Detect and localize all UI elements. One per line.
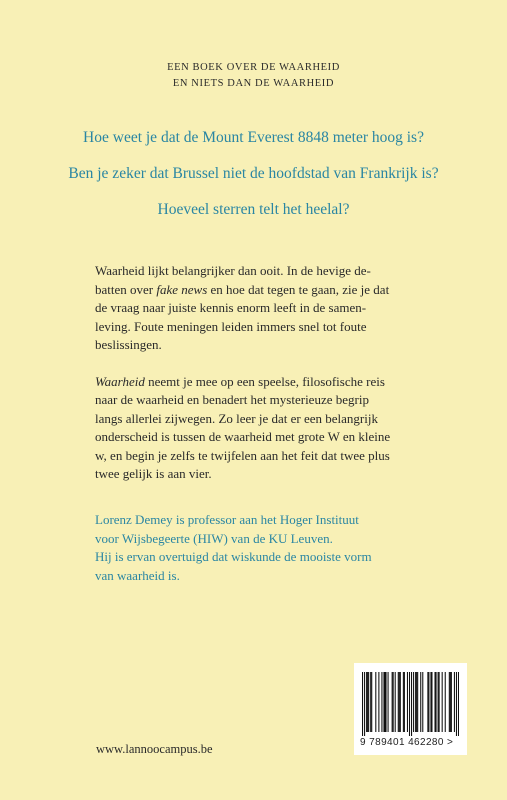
barcode-bar	[451, 672, 452, 732]
barcode-bar	[367, 672, 368, 732]
book-title-emphasis: Waarheid	[95, 373, 145, 389]
barcode-bar	[416, 672, 417, 732]
isbn-barcode	[354, 663, 467, 755]
blurb-line: de vraag naar juiste kennis enorm leeft in de samen-	[95, 300, 367, 315]
barcode-bars	[362, 672, 459, 736]
barcode-bar	[393, 672, 394, 732]
blurb-line: langs allerlei zijwegen. Zo leer je dat er een belangrijk	[95, 410, 378, 426]
tagline-line-2: EN NIETS DAN DE WAARHEID	[172, 78, 335, 89]
barcode-bar	[364, 672, 365, 736]
barcode-bar	[428, 672, 429, 732]
barcode-bar	[415, 672, 416, 732]
barcode-bar	[375, 672, 376, 732]
author-line: van waarheid is.	[95, 567, 180, 583]
question-1: Hoe weet je dat de Mount Everest 8848 meter hoog is?	[83, 129, 424, 146]
barcode-bar	[385, 672, 386, 732]
barcode-bar	[422, 672, 423, 732]
barcode-bar	[388, 672, 389, 732]
barcode-bar	[407, 672, 408, 732]
barcode-bar	[434, 672, 435, 732]
barcode-bar	[450, 672, 451, 732]
barcode-bar	[368, 672, 369, 732]
blurb-paragraph-1	[95, 262, 435, 355]
barcode-bar	[409, 672, 410, 736]
question-2: Ben je zeker dat Brussel niet de hoofdstad van Frankrijk is?	[68, 165, 439, 182]
barcode-bar	[439, 672, 440, 732]
blurb-text: en hoe dat tegen te gaan, zie je dat	[207, 281, 390, 297]
barcode-bar	[399, 672, 400, 732]
blurb-line	[95, 373, 435, 392]
barcode-bar	[383, 672, 384, 732]
barcode-bar	[381, 672, 382, 732]
barcode-bar	[398, 672, 399, 732]
blurb-line: beslissingen.	[95, 337, 162, 352]
author-line: voor Wijsbegeerte (HIW) van de KU Leuven.	[95, 530, 333, 546]
barcode-bar	[392, 672, 393, 732]
barcode-bar	[458, 672, 459, 736]
blurb-line: Waarheid lijkt belangrijker dan ooit. In de hevige de-	[95, 263, 371, 278]
fake-news-emphasis: fake news	[156, 281, 208, 297]
barcode-bar	[395, 672, 396, 732]
barcode-bar	[362, 672, 363, 736]
blurb-text: neemt je mee op een speelse, filosofische reis	[144, 373, 385, 389]
blurb	[95, 262, 435, 502]
barcode-bar	[449, 672, 450, 732]
barcode-bar	[411, 672, 412, 736]
barcode-bar	[370, 672, 371, 732]
barcode-bar	[445, 672, 446, 732]
publisher-website: www.lannoocampus.be	[96, 742, 213, 756]
barcode-bar	[430, 672, 431, 732]
barcode-bar	[417, 672, 418, 732]
barcode-bar	[438, 672, 439, 732]
author-line: Hij is ervan overtuigd dat wiskunde de mooiste vorm	[95, 549, 372, 564]
author-bio	[95, 511, 435, 585]
blurb-line: naar de waarheid en benadert het mysterieuze begrip	[95, 392, 369, 407]
questions	[0, 128, 507, 236]
blurb-text: batten over	[95, 281, 157, 297]
barcode-bar	[442, 672, 443, 732]
blurb-line	[95, 281, 435, 300]
blurb-line: leving. Foute meningen leiden immers snel tot foute	[95, 318, 367, 334]
blurb-line: w, en begin je zelfs te twijfelen aan het feit dat twee plus	[95, 447, 390, 463]
barcode-bar	[400, 672, 401, 732]
barcode-bar	[413, 672, 414, 732]
barcode-bar	[384, 672, 385, 732]
barcode-bar	[436, 672, 437, 732]
barcode-bar	[454, 672, 455, 732]
tagline	[0, 60, 507, 92]
barcode-bar	[456, 672, 457, 736]
isbn-number: 9 789401 462280 >	[360, 737, 454, 748]
author-line: Lorenz Demey is professor aan het Hoger Instituut	[95, 512, 359, 527]
barcode-bar	[431, 672, 432, 732]
barcode-bar	[420, 672, 421, 732]
tagline-line-1: EEN BOEK OVER DE WAARHEID	[167, 62, 340, 73]
barcode-bar	[371, 672, 372, 732]
barcode-bar	[427, 672, 428, 732]
blurb-line: onderscheid is tussen de waarheid met grote W en kleine	[95, 429, 391, 444]
barcode-bar	[404, 672, 405, 732]
blurb-paragraph-2	[95, 373, 435, 484]
barcode-bar	[378, 672, 379, 732]
barcode-bar	[366, 672, 367, 732]
blurb-line: twee gelijk is aan vier.	[95, 466, 212, 481]
barcode-bar	[403, 672, 404, 732]
question-3: Hoeveel sterren telt het heelal?	[157, 201, 350, 218]
